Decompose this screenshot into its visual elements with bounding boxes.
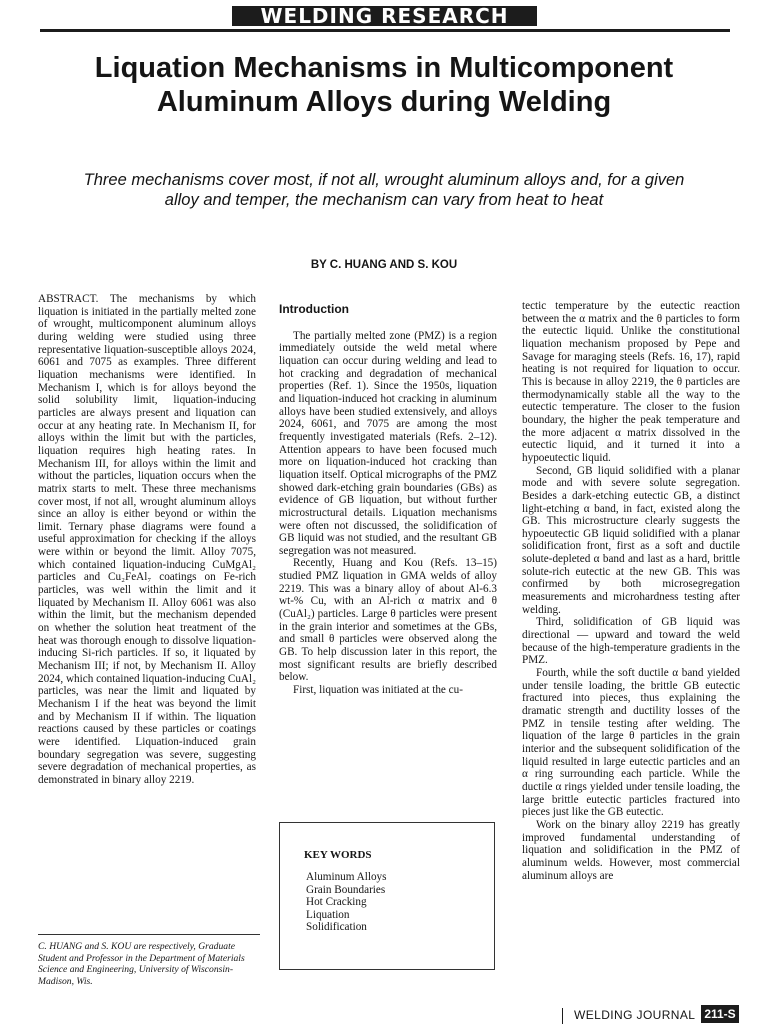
title-line-1: Liquation Mechanisms in Multicomponent: [94, 52, 674, 84]
title-line-2: Aluminum Alloys during Welding: [156, 86, 612, 118]
footer-divider: [562, 1008, 563, 1024]
keywords-box: [279, 822, 495, 970]
subtitle-line-2: alloy and temper, the mechanism can vary from heat to heat: [164, 191, 604, 209]
author-byline: BY C. HUANG AND S. KOU: [310, 259, 458, 271]
body-paragraph: Fourth, while the soft ductile α band yielded under tensile loading, the brittle GB eutectic fractured into pieces, thus explaining the dramatic strength and ductility losses of the PMZ in tensile testing after welding. The liquation of the large θ particles in the grain interior and the subsequent solidification of the liquid resulted in large eutectic particles and an α ring surrounding each particle. While the ductile α rings yielded under tensile loading, the large brittle eutectic particles fractured into pieces just like the GB eutectic.: [522, 667, 740, 819]
footer-journal-name: WELDING JOURNAL: [574, 1008, 696, 1022]
keyword-item: Grain Boundaries: [306, 883, 386, 896]
subtitle-line-1: Three mechanisms cover most, if not all, wrought aluminum alloys and, for a given: [83, 171, 685, 189]
footer-page-number: 211-S: [701, 1005, 739, 1023]
introduction-paragraph: The partially melted zone (PMZ) is a region immediately outside the weld metal where liquation can occur during welding and lead to hot cracking and degradation of mechanical properties (Ref. 1). Since the 1950s, liquation and liquation-induced hot cracking in aluminum alloys have been studied extensively, and alloys 2024, 6061, and 7075 are among the most frequently investigated materials (Refs. 2–12). Attention appears to have been focused much more on liquation-induced hot cracking than liquation itself. Optical micrographs of the PMZ showed dark-etching grain boundaries (GBs) as evidence of GB liquation, but without further microstructural details. Liquation mechanisms were often not discussed, the solidification of GB liquid was not studied, and the resultant GB segregation was not measured.: [279, 329, 497, 557]
body-paragraph: Second, GB liquid solidified with a planar mode and with severe solute segregation. Besides a dark-etching eutectic GB, a distinct light-etching α band, in fact, existed along the GB. This microstructure clearly suggests the hypoeutectic GB liquid solidified with a planar solidification front, first as a soft and ductile solute-depleted α band and last as a hard, brittle solute-rich eutectic at the new GB. This was confirmed by both microsegregation measurements and microhardness testing after welding.: [522, 464, 740, 616]
keyword-item: Liquation: [306, 908, 350, 921]
keyword-item: Hot Cracking: [306, 896, 367, 909]
body-paragraph: tectic temperature by the eutectic reaction between the α matrix and the θ particles to form the eutectic liquid. Unlike the constitutional liquation mechanism proposed by Pepe and Savage for maraging steels (Refs. 16, 17), rapid heating is not required for liquation to occur. This is because in alloy 2219, the θ particles are thermodynamically stable all the way to the eutectic temperature. The closer to the fusion boundary, the higher the peak temperature and the more adjacent α matrix dissolved in the eutectic liquid, and it turned it into a hypoeutectic liquid.: [522, 300, 740, 464]
body-column-3: [522, 300, 740, 882]
top-rule: [40, 29, 730, 32]
keywords-list: [306, 871, 387, 934]
body-paragraph: Third, solidification of GB liquid was directional — upward and toward the weld because of the high-temperature gradients in the PMZ.: [522, 616, 740, 667]
article-title: [30, 51, 738, 119]
author-footnote: C. HUANG and S. KOU are respectively, Graduate Student and Professor in the Department of Materials Science and Engineering, University of Wisconsin-Madison, Wis.: [38, 934, 260, 987]
article-subtitle: [30, 170, 738, 210]
keyword-item: Solidification: [306, 921, 367, 934]
abstract-text: ABSTRACT. The mechanisms by which liquation is initiated in the partially melted zone of wrought, multicomponent aluminum alloys during welding were studied using three representative liquation-susceptible alloys 2024, 6061 and 7075 as examples. Three different liquation mechanisms were identified. In Mechanism I, which is for alloys beyond the solid solubility limit, liquation-inducing particles are always present and liquation can occur at any heating rate. In Mechanism II, for alloys within the limit but with the particles, liquation requires high heating rates. In Mechanism III, for alloys within the limit and without the particles, liquation occurs when the matrix starts to melt. These three mechanisms cover most, if not all, wrought aluminum alloys since an alloy is either beyond or within the limit. Ternary phase diagrams were found a useful approximation for checking if the alloys were within or beyond the limit. Alloy 7075, which contained liquation-inducing CuMgAl₂ particles and Cu₂FeAl₇ coatings on Fe-rich particles, was well within the limit and it liquated by Mechanism II. Alloy 6061 was also within the limit, but the mechanism depended on whether the solution heat treatment of the heat was thorough enough to dissolve liquation-inducing Si-rich particles. If so, it liquated by Mechanism III; if not, by Mechanism II. Alloy 2024, which contained liquation-inducing CuAl₂ particles, was near the limit and liquated by Mechanism I if the heat was beyond the limit and by Mechanism II if within. The liquation reactions caused by these particles or coatings were identified. Liquation-induced grain boundary segregation was severe, suggesting severe degradation of mechanical properties, as demonstrated in binary alloy 2219.: [38, 293, 256, 786]
introduction-paragraph: Recently, Huang and Kou (Refs. 13–15) studied PMZ liquation in GMA welds of alloy 2219. This was a binary alloy of about Al-6.3 wt-% Cu, with an Al-rich α matrix and θ (CuAl₂) particles. Large θ particles were present in the grain interior and sometimes at the GBs, and small θ particles were observed along the GB. To help discussion later in this report, the most significant results are briefly described below.: [279, 557, 497, 684]
section-banner: WELDING RESEARCH: [232, 6, 537, 26]
introduction-column: [279, 293, 497, 697]
keyword-item: Aluminum Alloys: [306, 871, 387, 883]
introduction-paragraph: First, liquation was initiated at the cu-: [293, 684, 463, 697]
introduction-heading: Introduction: [279, 302, 349, 316]
keywords-heading: KEY WORDS: [304, 849, 372, 861]
body-paragraph: Work on the binary alloy 2219 has greatly improved fundamental understanding of liquation and solidification in the PMZ of aluminum welds. However, most commercial aluminum alloys are: [522, 818, 740, 882]
abstract-column: [38, 293, 256, 787]
